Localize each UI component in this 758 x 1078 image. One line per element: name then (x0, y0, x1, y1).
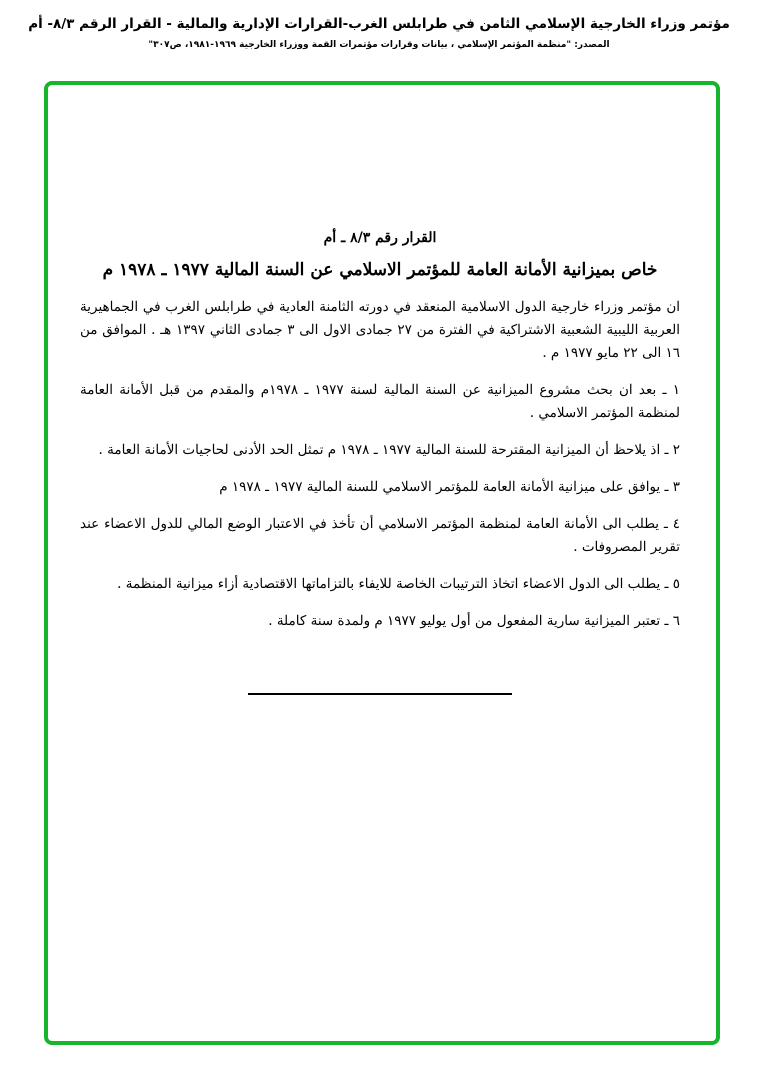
item-1: ١ ـ بعد ان بحث مشروع الميزانية عن السنة المالية لسنة ١٩٧٧ ـ ١٩٧٨م والمقدم من قبل الأمانة العامة لمنظمة المؤتمر الاسلامي . (80, 382, 680, 421)
item-6: ٦ ـ تعتبر الميزانية سارية المفعول من أول يوليو ١٩٧٧ م ولمدة سنة كاملة . (268, 613, 680, 629)
document-source: المصدر: "منظمة المؤتمر الإسلامي ، بيانات وقرارات مؤتمرات القمة ووزراء الخارجية ١٩٦٩-١٩٨١، ص٣٠٧" (148, 40, 610, 50)
end-rule (248, 693, 512, 695)
item-4: ٤ ـ يطلب الى الأمانة العامة لمنظمة المؤتمر الاسلامي أن تأخذ في الاعتبار الوضع المالي للدول الاعضاء عند تقرير المصروفات . (80, 516, 680, 555)
document-header (20, 16, 738, 51)
item-2: ٢ ـ اذ يلاحظ أن الميزانية المقترحة للسنة المالية ١٩٧٧ ـ ١٩٧٨ م تمثل الحد الأدنى لحاجيات الأمانة العامة . (98, 442, 680, 458)
document-body (80, 228, 680, 695)
item-5: ٥ ـ يطلب الى الدول الاعضاء اتخاذ الترتيبات الخاصة للايفاء بالتزاماتها الاقتصادية أزاء ميزانية المنظمة . (117, 576, 680, 592)
resolution-subject: خاص بميزانية الأمانة العامة للمؤتمر الاسلامي عن السنة المالية ١٩٧٧ ـ ١٩٧٨ م (102, 260, 658, 280)
item-3: ٣ ـ يوافق على ميزانية الأمانة العامة للمؤتمر الاسلامي للسنة المالية ١٩٧٧ ـ ١٩٧٨ م (219, 479, 680, 495)
document-header-title: مؤتمر وزراء الخارجية الإسلامي الثامن في طرابلس الغرب-القرارات الإدارية والمالية - القرار الرقم ٨/٣- أم (28, 16, 730, 32)
resolution-number: القرار رقم ٨/٣ ـ أم (323, 230, 437, 246)
preamble: ان مؤتمر وزراء خارجية الدول الاسلامية المنعقد في دورته الثامنة العادية في طرابلس الغرب في الجماهيرية العربية الليبية الشعبية الاشتراكية في الفترة من ٢٧ جمادى الاول الى ٣ جمادى الثاني ١٣٩٧ هـ . الموافق من ١٦ الى ٢٢ مايو ١٩٧٧ م . (80, 299, 680, 361)
